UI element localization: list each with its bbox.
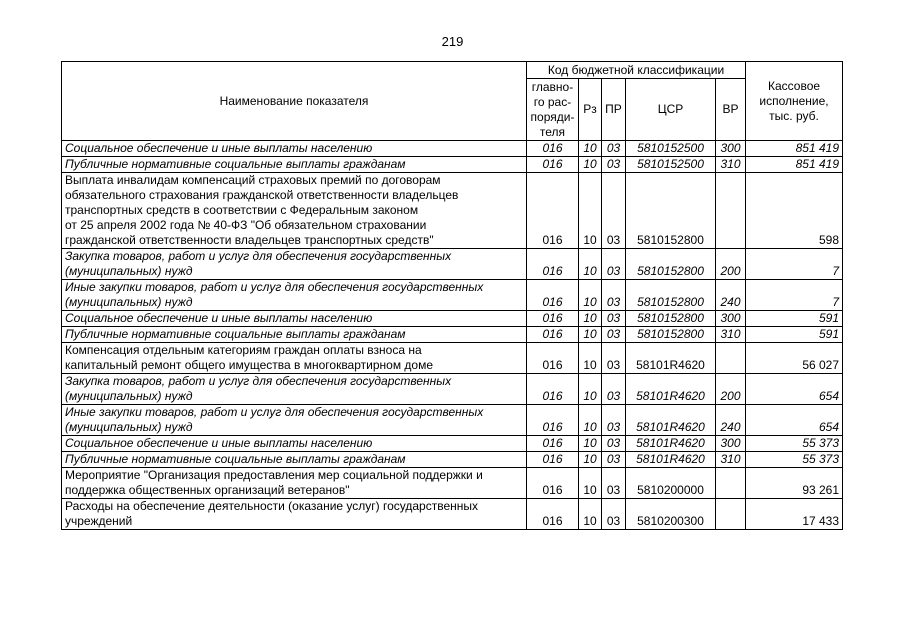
- row-amount: 93 261: [746, 468, 843, 499]
- row-rz: 10: [579, 499, 602, 530]
- row-vr: [716, 499, 746, 530]
- table-row: [62, 249, 843, 280]
- header-pr: ПР: [602, 79, 626, 141]
- row-name: Социальное обеспечение и иные выплаты населению: [62, 141, 527, 157]
- table-row: [62, 436, 843, 452]
- row-amount: 591: [746, 311, 843, 327]
- row-manager: 016: [527, 249, 579, 280]
- row-rz: 10: [579, 280, 602, 311]
- table-row: [62, 374, 843, 405]
- table-row: [62, 327, 843, 343]
- row-vr: 200: [716, 374, 746, 405]
- row-csr: 5810152500: [626, 141, 716, 157]
- row-amount: 851 419: [746, 157, 843, 173]
- row-pr: 03: [602, 405, 626, 436]
- table-row: [62, 141, 843, 157]
- row-amount: 55 373: [746, 452, 843, 468]
- row-csr: 58101R4620: [626, 374, 716, 405]
- row-amount: 598: [746, 173, 843, 249]
- row-rz: 10: [579, 173, 602, 249]
- row-vr: [716, 468, 746, 499]
- row-rz: 10: [579, 436, 602, 452]
- row-name: Расходы на обеспечение деятельности (оказание услуг) государственных учреждений: [62, 499, 527, 530]
- row-name: Закупка товаров, работ и услуг для обеспечения государственных (муниципальных) нужд: [62, 249, 527, 280]
- table-body: [62, 141, 843, 530]
- row-csr: 58101R4620: [626, 343, 716, 374]
- row-rz: 10: [579, 343, 602, 374]
- row-csr: 58101R4620: [626, 405, 716, 436]
- row-amount: 55 373: [746, 436, 843, 452]
- row-rz: 10: [579, 468, 602, 499]
- row-pr: 03: [602, 436, 626, 452]
- row-manager: 016: [527, 405, 579, 436]
- row-vr: [716, 343, 746, 374]
- row-name: Компенсация отдельным категориям граждан оплаты взноса на капитальный ремонт общего имущества в многоквартирном доме: [62, 343, 527, 374]
- row-pr: 03: [602, 173, 626, 249]
- row-pr: 03: [602, 280, 626, 311]
- row-amount: 7: [746, 280, 843, 311]
- row-manager: 016: [527, 311, 579, 327]
- row-manager: 016: [527, 327, 579, 343]
- row-manager: 016: [527, 157, 579, 173]
- row-manager: 016: [527, 468, 579, 499]
- table-row: [62, 468, 843, 499]
- row-name: Социальное обеспечение и иные выплаты населению: [62, 311, 527, 327]
- row-rz: 10: [579, 405, 602, 436]
- row-manager: 016: [527, 436, 579, 452]
- row-manager: 016: [527, 173, 579, 249]
- row-amount: 7: [746, 249, 843, 280]
- table-row: [62, 405, 843, 436]
- header-name: Наименование показателя: [62, 62, 527, 141]
- row-rz: 10: [579, 327, 602, 343]
- row-pr: 03: [602, 249, 626, 280]
- row-vr: 200: [716, 249, 746, 280]
- row-manager: 016: [527, 499, 579, 530]
- row-rz: 10: [579, 311, 602, 327]
- row-pr: 03: [602, 141, 626, 157]
- table-row: [62, 173, 843, 249]
- row-vr: 300: [716, 311, 746, 327]
- row-csr: 58101R4620: [626, 452, 716, 468]
- row-rz: 10: [579, 452, 602, 468]
- row-rz: 10: [579, 249, 602, 280]
- row-pr: 03: [602, 157, 626, 173]
- row-amount: 654: [746, 405, 843, 436]
- row-manager: 016: [527, 374, 579, 405]
- row-csr: 5810152800: [626, 311, 716, 327]
- header-vr: ВР: [716, 79, 746, 141]
- row-manager: 016: [527, 343, 579, 374]
- row-manager: 016: [527, 141, 579, 157]
- row-manager: 016: [527, 452, 579, 468]
- row-vr: 310: [716, 157, 746, 173]
- header-budget-code: Код бюджетной классификации: [527, 62, 746, 79]
- row-vr: 310: [716, 452, 746, 468]
- row-pr: 03: [602, 343, 626, 374]
- row-name: Социальное обеспечение и иные выплаты населению: [62, 436, 527, 452]
- row-vr: 300: [716, 436, 746, 452]
- header-amount: Кассовое исполнение, тыс. руб.: [746, 62, 843, 141]
- row-amount: 654: [746, 374, 843, 405]
- row-name: Иные закупки товаров, работ и услуг для обеспечения государственных (муниципальных) нужд: [62, 405, 527, 436]
- row-rz: 10: [579, 141, 602, 157]
- page-number: 219: [441, 34, 464, 49]
- row-name: Иные закупки товаров, работ и услуг для обеспечения государственных (муниципальных) нужд: [62, 280, 527, 311]
- row-amount: 56 027: [746, 343, 843, 374]
- table-row: [62, 343, 843, 374]
- row-vr: 240: [716, 405, 746, 436]
- row-name: Закупка товаров, работ и услуг для обеспечения государственных (муниципальных) нужд: [62, 374, 527, 405]
- row-vr: 300: [716, 141, 746, 157]
- table-row: [62, 311, 843, 327]
- row-pr: 03: [602, 452, 626, 468]
- row-name: Выплата инвалидам компенсаций страховых премий по договорам обязательного страхования гражданской ответственности владельцев транспортных средств в соответствии с Федеральным законом от 25 апреля 2002 года № 40-ФЗ "Об обязательном страховании гражданской ответственности владельцев транспортных средств": [62, 173, 527, 249]
- table-row: [62, 280, 843, 311]
- row-pr: 03: [602, 468, 626, 499]
- budget-table: [61, 61, 843, 530]
- row-pr: 03: [602, 311, 626, 327]
- row-amount: 17 433: [746, 499, 843, 530]
- row-manager: 016: [527, 280, 579, 311]
- table-row: [62, 452, 843, 468]
- row-csr: 5810200000: [626, 468, 716, 499]
- table-row: [62, 157, 843, 173]
- row-pr: 03: [602, 327, 626, 343]
- row-name: Публичные нормативные социальные выплаты гражданам: [62, 452, 527, 468]
- row-vr: 240: [716, 280, 746, 311]
- row-pr: 03: [602, 374, 626, 405]
- row-name: Публичные нормативные социальные выплаты гражданам: [62, 157, 527, 173]
- row-vr: 310: [716, 327, 746, 343]
- row-amount: 851 419: [746, 141, 843, 157]
- row-csr: 5810152800: [626, 173, 716, 249]
- row-csr: 5810152800: [626, 327, 716, 343]
- row-pr: 03: [602, 499, 626, 530]
- table-row: [62, 499, 843, 530]
- row-name: Мероприятие "Организация предоставления мер социальной поддержки и поддержка общественных организаций ветеранов": [62, 468, 527, 499]
- row-vr: [716, 173, 746, 249]
- row-amount: 591: [746, 327, 843, 343]
- header-csr: ЦСР: [626, 79, 716, 141]
- row-rz: 10: [579, 157, 602, 173]
- header-rz: Рз: [579, 79, 602, 141]
- row-csr: 5810200300: [626, 499, 716, 530]
- row-csr: 5810152500: [626, 157, 716, 173]
- row-csr: 58101R4620: [626, 436, 716, 452]
- row-csr: 5810152800: [626, 280, 716, 311]
- row-csr: 5810152800: [626, 249, 716, 280]
- row-name: Публичные нормативные социальные выплаты гражданам: [62, 327, 527, 343]
- header-manager: главно- го рас- поряди- теля: [527, 79, 579, 141]
- row-rz: 10: [579, 374, 602, 405]
